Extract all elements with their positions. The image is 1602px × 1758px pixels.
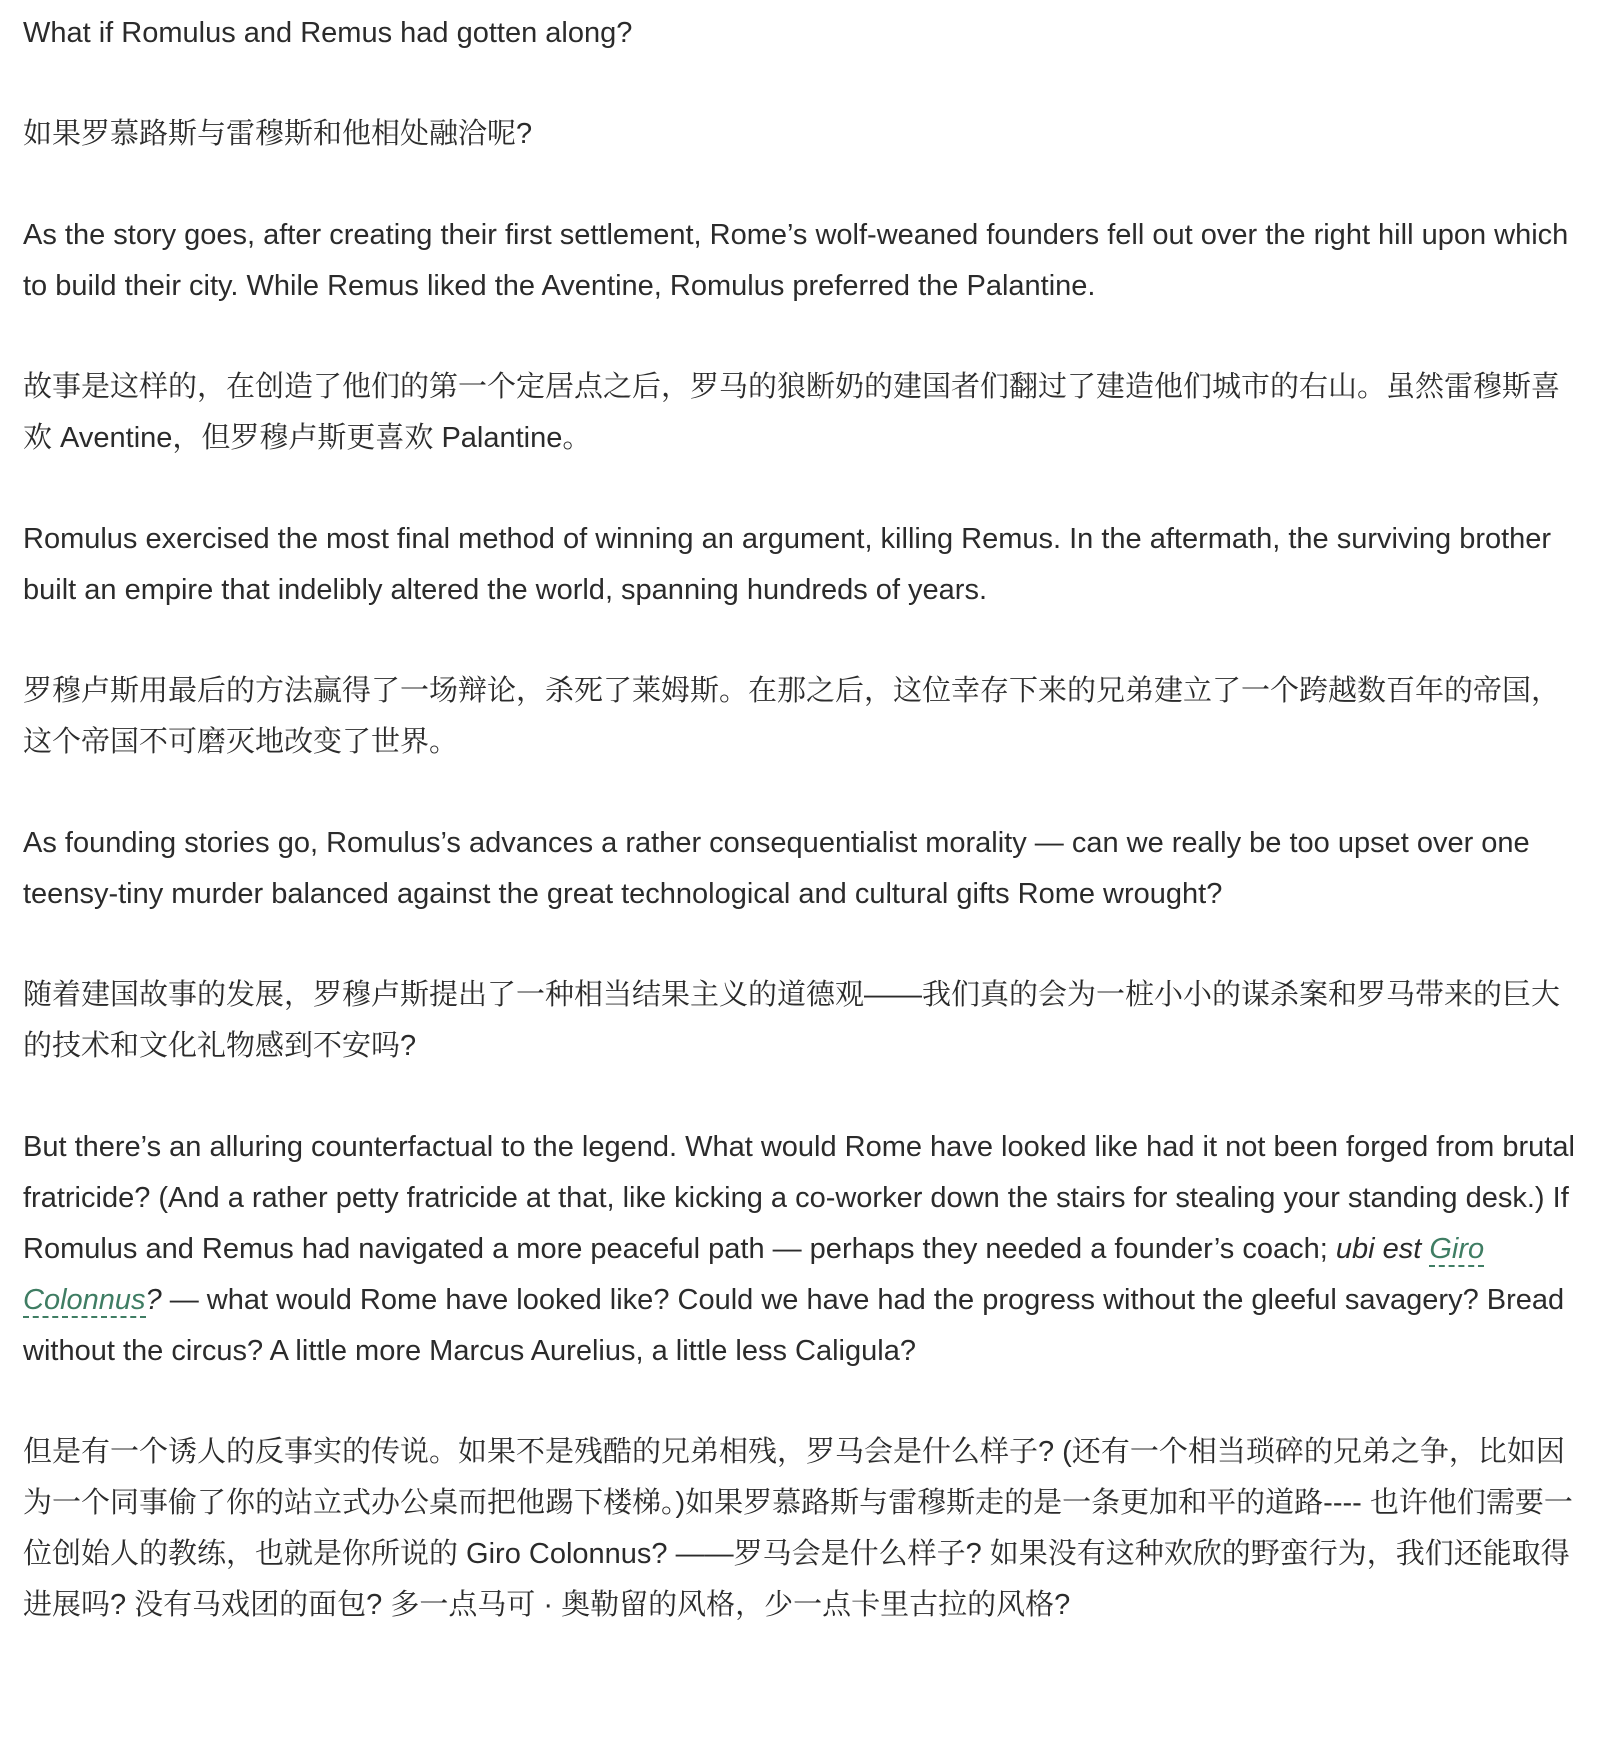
latin-phrase: ubi est: [1335, 1233, 1430, 1265]
paragraph-counterfactual-zh: 但是有一个诱人的反事实的传说。如果不是残酷的兄弟相残，罗马会是什么样子? (还有一个相当琐碎的兄弟之争，比如因为一个同事偷了你的站立式办公桌而把他踢下楼梯。)如果罗慕路斯与雷穆斯走的是一条更加和平的道路---- 也许他们需要一位创始人的教练，也就是你所说的 Giro Colonnus? ——罗马会是什么样子? 如果没有这种欢欣的野蛮行为，我们还能取得进展吗? 没有马戏团的面包? 多一点马可 · 奥勒留的风格，少一点卡里古拉的风格?: [23, 1436, 1573, 1621]
paragraph-story-en: As the story goes, after creating their first settlement, Rome’s wolf-weaned founders fell out over the right hill upon which to build their city. While Remus liked the Aventine, Romulus preferred the Palantine.: [23, 219, 1569, 302]
giro-colonnus-link[interactable]: Giro Colonnus: [23, 1233, 1485, 1316]
text-segment: But there’s an alluring counterfactual to the legend. What would Rome have looked like had it not been forged from brutal fratricide? (And a rather petty fratricide at that, like kicking a co-worker down the stairs for stealing your standing desk.) If Romulus and Remus had navigated a more peaceful path — perhaps they needed a founder’s coach;: [23, 1131, 1575, 1265]
paragraph-morality-en: As founding stories go, Romulus’s advances a rather consequentialist morality — can we really be too upset over one teensy-tiny murder balanced against the great technological and cultural gifts Rome wrought?: [23, 827, 1530, 910]
paragraph-question-en: What if Romulus and Remus had gotten along?: [23, 17, 633, 49]
paragraph-killing-zh: 罗穆卢斯用最后的方法赢得了一场辩论，杀死了莱姆斯。在那之后，这位幸存下来的兄弟建立了一个跨越数百年的帝国，这个帝国不可磨灭地改变了世界。: [23, 675, 1561, 758]
paragraph-killing-en: Romulus exercised the most final method of winning an argument, killing Remus. In the aftermath, the surviving brother built an empire that indelibly altered the world, spanning hundreds of years.: [23, 523, 1552, 606]
paragraph-story-zh: 故事是这样的，在创造了他们的第一个定居点之后，罗马的狼断奶的建国者们翻过了建造他们城市的右山。虽然雷穆斯喜欢 Aventine，但罗穆卢斯更喜欢 Palantine。: [23, 371, 1561, 454]
paragraph-morality-zh: 随着建国故事的发展，罗穆卢斯提出了一种相当结果主义的道德观——我们真的会为一桩小小的谋杀案和罗马带来的巨大的技术和文化礼物感到不安吗?: [23, 979, 1561, 1062]
paragraph-counterfactual-en: [23, 1122, 1580, 1377]
text-segment: — what would Rome have looked like? Could we have had the progress without the gleeful savagery? Bread without the circus? A little more Marcus Aurelius, a little less Caligula?: [23, 1284, 1565, 1367]
paragraph-question-zh: 如果罗慕路斯与雷穆斯和他相处融洽呢?: [23, 118, 533, 150]
latin-question-mark: ?: [145, 1284, 162, 1316]
